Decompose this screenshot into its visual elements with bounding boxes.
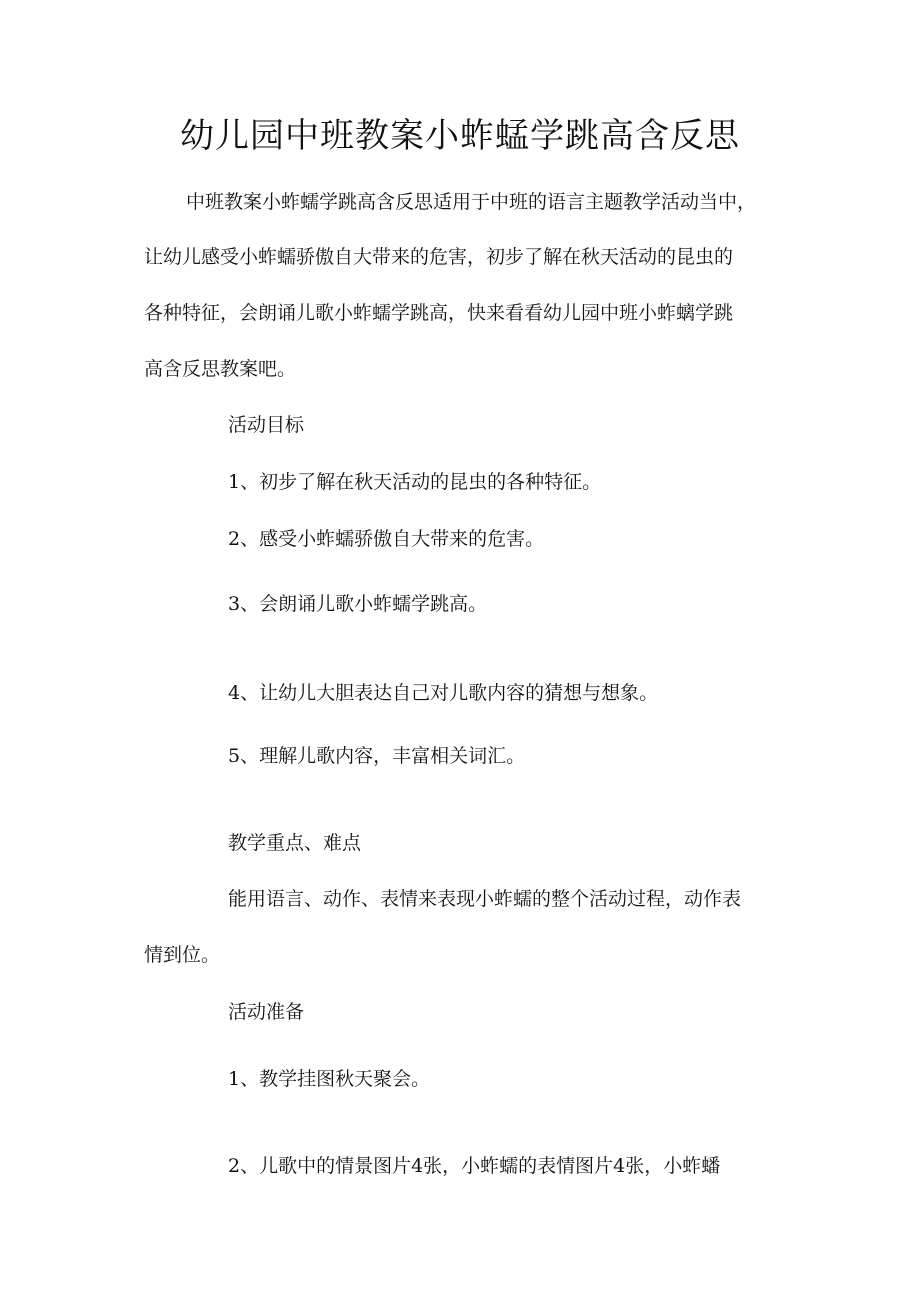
goal-item-1: 1、初步了解在秋天活动的昆虫的各种特征。 (228, 471, 602, 493)
goal-item-4: 4、让幼儿大胆表达自己对儿歌内容的猜想与想象。 (228, 682, 659, 704)
goal-item-5: 5、理解儿歌内容，丰富相关词汇。 (228, 745, 526, 767)
preparation-item-2: 2、儿歌中的情景图片4张，小蚱蠕的表情图片4张，小蚱蟠 (228, 1155, 721, 1177)
key-points-heading: 教学重点、难点 (228, 832, 362, 854)
goal-item-2: 2、感受小蚱蠕骄傲自大带来的危害。 (228, 528, 545, 550)
intro-line-1: 中班教案小蚱蠕学跳高含反思适用于中班的语言主题教学活动当中， (186, 191, 757, 213)
document-title: 幼儿园中班教案小蚱蜢学跳高含反思 (180, 116, 740, 156)
goals-heading: 活动目标 (228, 414, 305, 436)
preparation-heading: 活动准备 (228, 1001, 305, 1023)
intro-line-4: 高含反思教案吧。 (144, 358, 297, 380)
goal-item-3: 3、会朗诵儿歌小蚱蠕学跳高。 (228, 593, 488, 615)
preparation-item-1: 1、教学挂图秋天聚会。 (228, 1068, 431, 1090)
key-points-line-2: 情到位。 (144, 944, 221, 966)
key-points-line-1: 能用语言、动作、表情来表现小蚱蠕的整个活动过程，动作表 (228, 888, 742, 910)
intro-line-3: 各种特征，会朗诵儿歌小蚱蠕学跳高，快来看看幼儿园中班小蚱螭学跳 (144, 302, 734, 324)
intro-line-2: 让幼儿感受小蚱蠕骄傲自大带来的危害，初步了解在秋天活动的昆虫的 (144, 246, 734, 268)
